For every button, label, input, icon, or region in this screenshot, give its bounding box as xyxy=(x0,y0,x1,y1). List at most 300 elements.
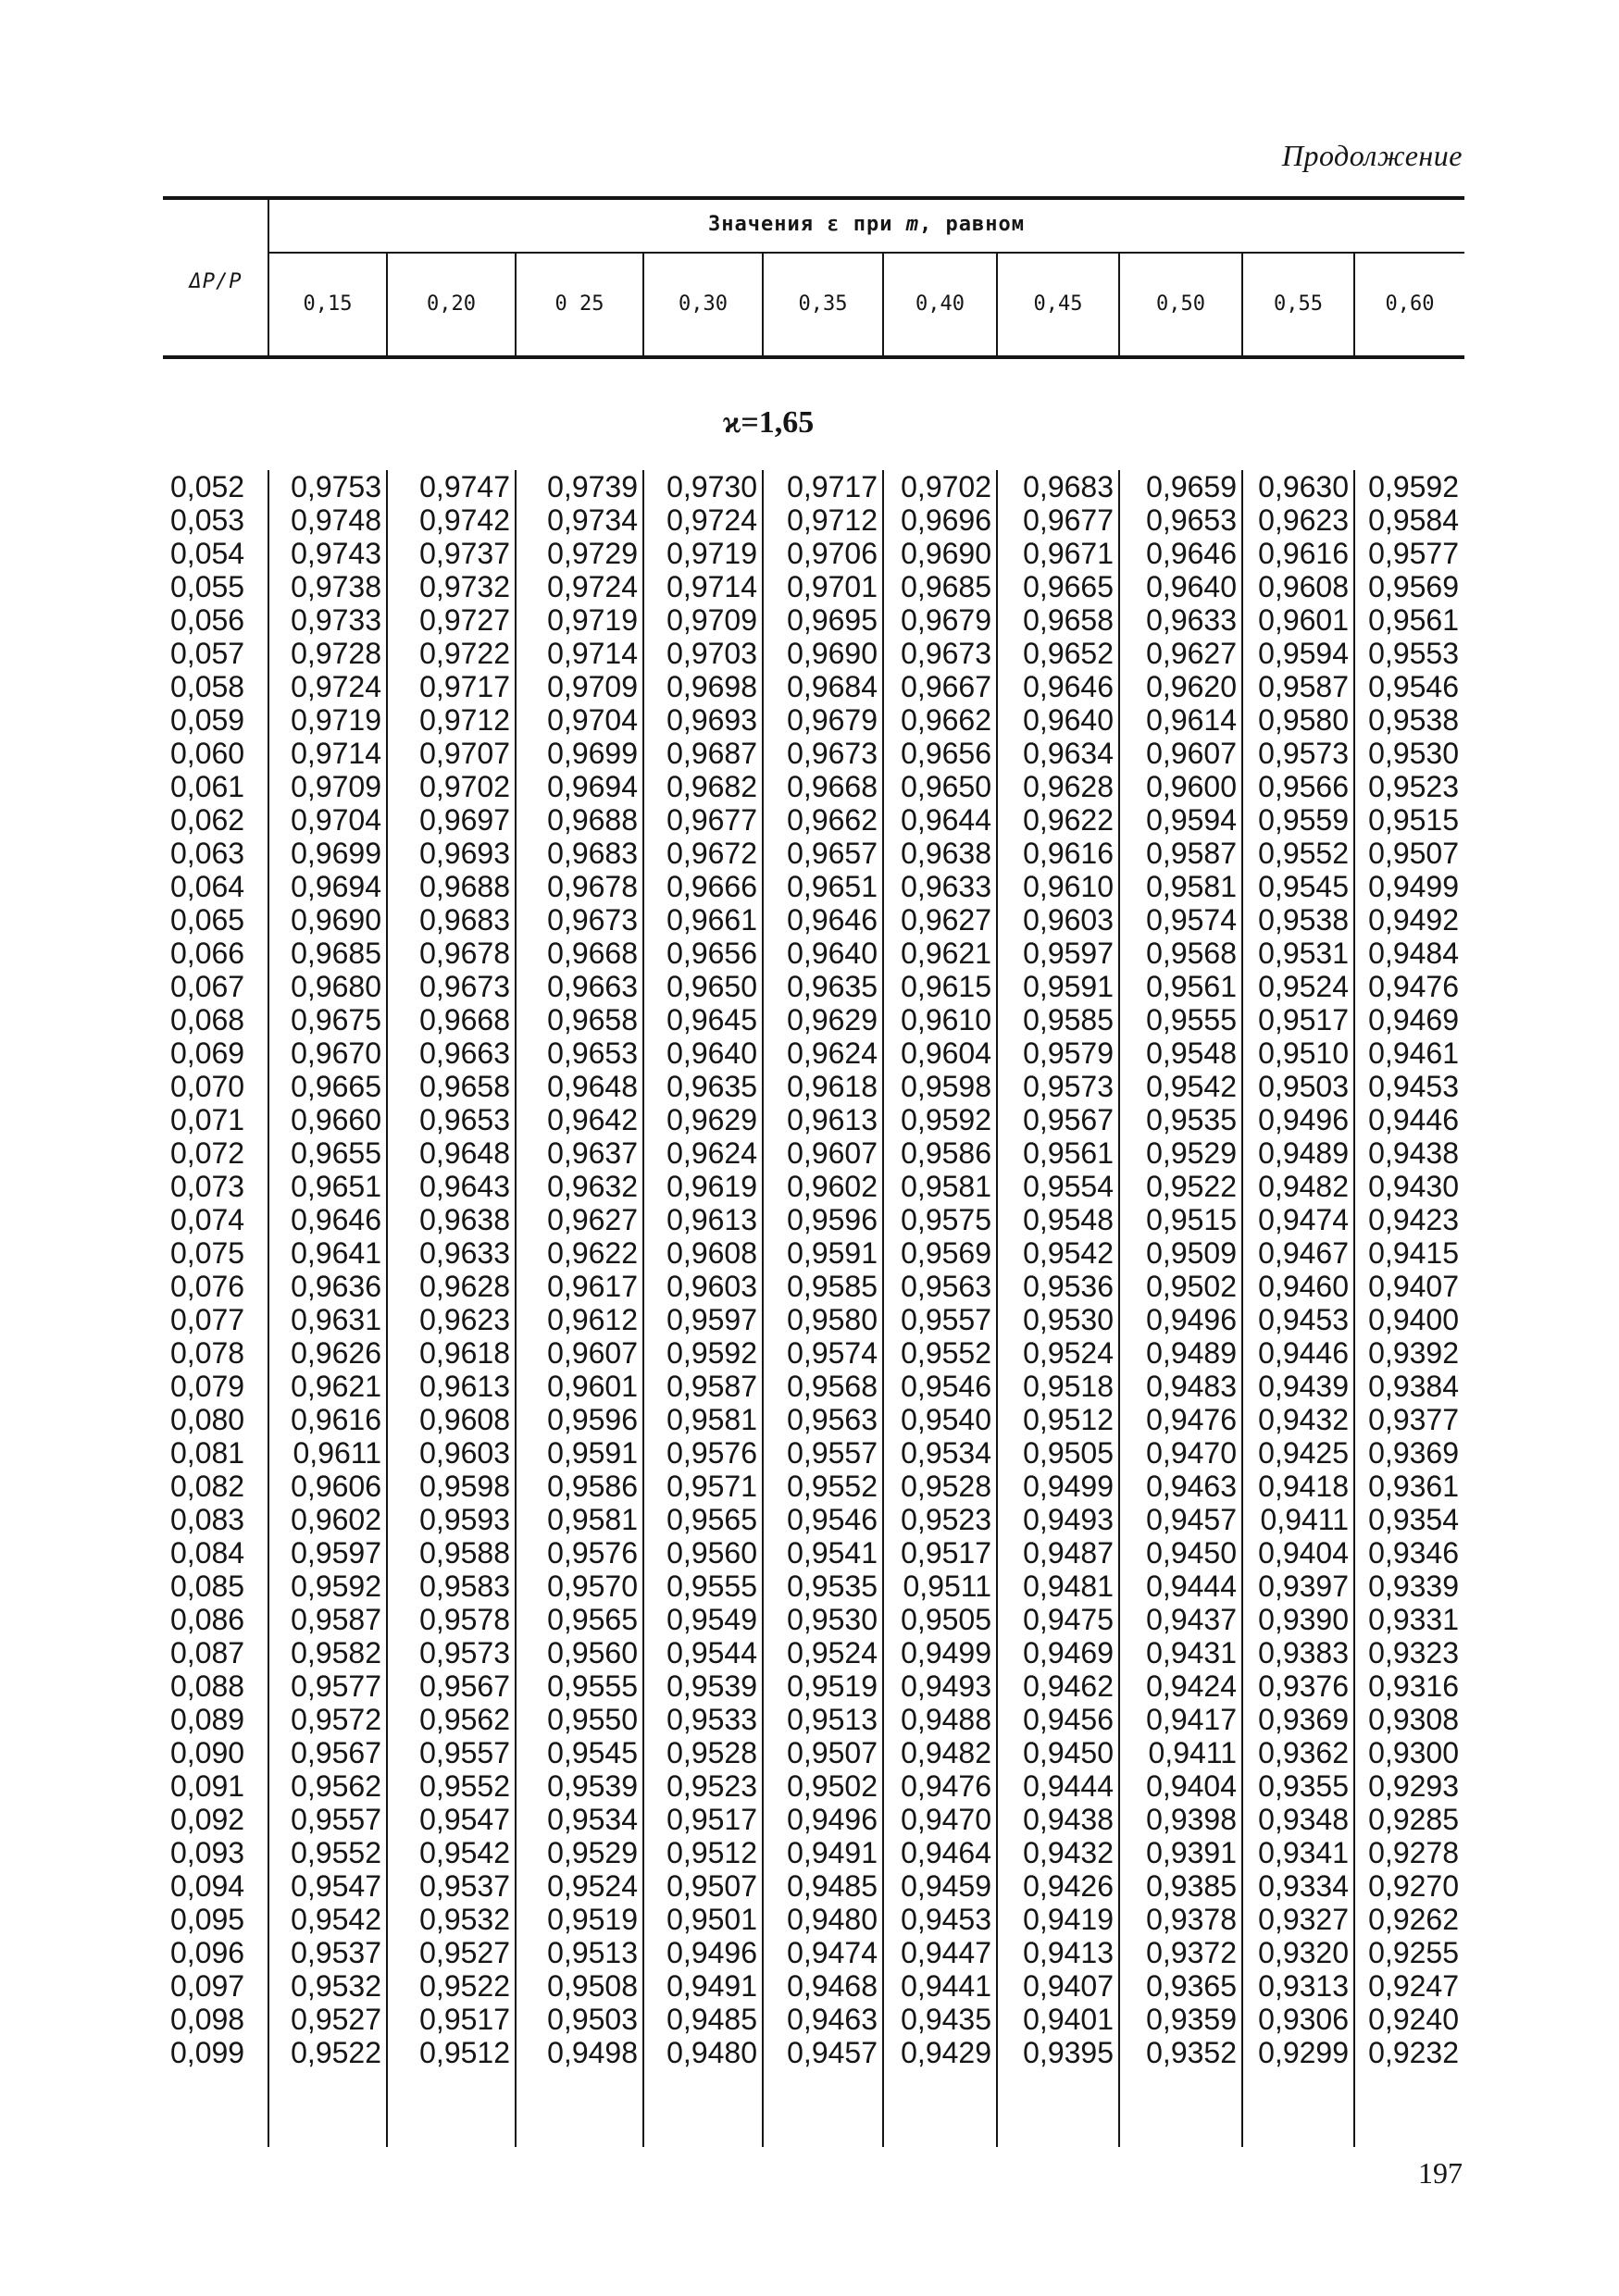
epsilon-value-cell: 0,9581 xyxy=(901,1170,991,1203)
table-row xyxy=(163,1903,1464,1936)
table-row xyxy=(163,837,1464,870)
epsilon-value-cell: 0,9613 xyxy=(787,1103,878,1136)
epsilon-value-cell: 0,9247 xyxy=(1368,1969,1459,2003)
epsilon-value-cell: 0,9463 xyxy=(787,2003,878,2036)
epsilon-value-cell: 0,9392 xyxy=(1368,1336,1459,1370)
epsilon-value-cell: 0,9470 xyxy=(1146,1436,1237,1470)
epsilon-value-cell: 0,9561 xyxy=(1368,603,1459,637)
epsilon-value-cell: 0,9571 xyxy=(666,1470,757,1503)
epsilon-value-cell: 0,9601 xyxy=(547,1370,638,1403)
epsilon-value-cell: 0,9563 xyxy=(787,1403,878,1436)
epsilon-value-cell: 0,9487 xyxy=(1023,1536,1114,1570)
epsilon-value-cell: 0,9469 xyxy=(1023,1636,1114,1669)
epsilon-value-cell: 0,9596 xyxy=(547,1403,638,1436)
epsilon-value-cell: 0,9573 xyxy=(1023,1070,1114,1103)
epsilon-value-cell: 0,9429 xyxy=(901,2036,991,2069)
epsilon-value-cell: 0,9300 xyxy=(1368,1736,1459,1769)
epsilon-value-cell: 0,9547 xyxy=(291,1869,381,1903)
dp-value-cell: 0,086 xyxy=(170,1603,245,1636)
epsilon-value-cell: 0,9709 xyxy=(547,670,638,703)
epsilon-value-cell: 0,9476 xyxy=(1146,1403,1237,1436)
epsilon-value-cell: 0,9554 xyxy=(1023,1170,1114,1203)
epsilon-value-cell: 0,9308 xyxy=(1368,1703,1459,1736)
epsilon-value-cell: 0,9550 xyxy=(547,1703,638,1736)
epsilon-value-cell: 0,9593 xyxy=(419,1503,510,1536)
epsilon-value-cell: 0,9665 xyxy=(1023,570,1114,603)
epsilon-value-cell: 0,9413 xyxy=(1023,1936,1114,1969)
epsilon-value-cell: 0,9592 xyxy=(1368,470,1459,503)
epsilon-value-cell: 0,9685 xyxy=(291,937,381,970)
continuation-label: Продолжение xyxy=(1281,139,1463,172)
epsilon-value-cell: 0,9453 xyxy=(901,1903,991,1936)
epsilon-value-cell: 0,9498 xyxy=(547,2036,638,2069)
epsilon-value-cell: 0,9270 xyxy=(1368,1869,1459,1903)
epsilon-value-cell: 0,9624 xyxy=(787,1036,878,1070)
epsilon-value-cell: 0,9515 xyxy=(1146,1203,1237,1236)
epsilon-value-cell: 0,9617 xyxy=(547,1270,638,1303)
epsilon-value-cell: 0,9640 xyxy=(1146,570,1237,603)
epsilon-value-cell: 0,9630 xyxy=(1258,470,1349,503)
epsilon-value-cell: 0,9604 xyxy=(901,1036,991,1070)
column-divider xyxy=(762,470,764,2147)
epsilon-value-cell: 0,9588 xyxy=(419,1536,510,1570)
epsilon-value-cell: 0,9232 xyxy=(1368,2036,1459,2069)
epsilon-value-cell: 0,9555 xyxy=(547,1669,638,1703)
epsilon-value-cell: 0,9675 xyxy=(291,1003,381,1036)
epsilon-value-cell: 0,9518 xyxy=(1023,1370,1114,1403)
epsilon-value-cell: 0,9519 xyxy=(787,1669,878,1703)
epsilon-value-cell: 0,9530 xyxy=(1023,1303,1114,1336)
epsilon-value-cell: 0,9636 xyxy=(291,1270,381,1303)
table-row xyxy=(163,1969,1464,2003)
epsilon-value-cell: 0,9640 xyxy=(787,937,878,970)
m-column-header: 0,15 xyxy=(303,292,353,316)
epsilon-value-cell: 0,9530 xyxy=(1368,737,1459,770)
epsilon-value-cell: 0,9637 xyxy=(547,1136,638,1170)
epsilon-value-cell: 0,9459 xyxy=(901,1869,991,1903)
dp-value-cell: 0,080 xyxy=(170,1403,245,1436)
epsilon-value-cell: 0,9398 xyxy=(1146,1803,1237,1836)
table-row xyxy=(163,1036,1464,1070)
epsilon-value-cell: 0,9533 xyxy=(666,1703,757,1736)
epsilon-value-cell: 0,9444 xyxy=(1023,1769,1114,1803)
epsilon-value-cell: 0,9608 xyxy=(419,1403,510,1436)
epsilon-value-cell: 0,9576 xyxy=(666,1436,757,1470)
epsilon-value-cell: 0,9532 xyxy=(419,1903,510,1936)
epsilon-value-cell: 0,9627 xyxy=(901,903,991,937)
epsilon-value-cell: 0,9460 xyxy=(1258,1270,1349,1303)
title-prefix: Значения ε при xyxy=(708,213,906,236)
epsilon-value-cell: 0,9690 xyxy=(901,537,991,570)
epsilon-value-cell: 0,9581 xyxy=(666,1403,757,1436)
epsilon-value-cell: 0,9474 xyxy=(1258,1203,1349,1236)
epsilon-value-cell: 0,9444 xyxy=(1146,1570,1237,1603)
epsilon-value-cell: 0,9468 xyxy=(787,1969,878,2003)
epsilon-value-cell: 0,9346 xyxy=(1368,1536,1459,1570)
epsilon-value-cell: 0,9673 xyxy=(787,737,878,770)
dp-value-cell: 0,094 xyxy=(170,1869,245,1903)
table-row xyxy=(163,603,1464,637)
epsilon-value-cell: 0,9426 xyxy=(1023,1869,1114,1903)
epsilon-value-cell: 0,9417 xyxy=(1146,1703,1237,1736)
epsilon-value-cell: 0,9633 xyxy=(419,1236,510,1270)
epsilon-value-cell: 0,9597 xyxy=(291,1536,381,1570)
epsilon-value-cell: 0,9591 xyxy=(547,1436,638,1470)
epsilon-value-cell: 0,9642 xyxy=(547,1103,638,1136)
epsilon-value-cell: 0,9377 xyxy=(1368,1403,1459,1436)
epsilon-value-cell: 0,9707 xyxy=(419,737,510,770)
dp-value-cell: 0,064 xyxy=(170,870,245,903)
epsilon-value-cell: 0,9719 xyxy=(291,703,381,737)
epsilon-value-cell: 0,9598 xyxy=(901,1070,991,1103)
epsilon-value-cell: 0,9431 xyxy=(1146,1636,1237,1669)
epsilon-value-cell: 0,9419 xyxy=(1023,1903,1114,1936)
epsilon-value-cell: 0,9628 xyxy=(419,1270,510,1303)
column-divider xyxy=(1118,470,1120,2147)
table-row xyxy=(163,537,1464,570)
epsilon-value-cell: 0,9496 xyxy=(787,1803,878,1836)
dp-value-cell: 0,090 xyxy=(170,1736,245,1769)
epsilon-value-cell: 0,9555 xyxy=(666,1570,757,1603)
table-row xyxy=(163,1836,1464,1869)
table-row xyxy=(163,1403,1464,1436)
epsilon-value-cell: 0,9484 xyxy=(1368,937,1459,970)
epsilon-value-cell: 0,9548 xyxy=(1146,1036,1237,1070)
epsilon-value-cell: 0,9262 xyxy=(1368,1903,1459,1936)
epsilon-value-cell: 0,9524 xyxy=(1258,970,1349,1003)
epsilon-value-cell: 0,9435 xyxy=(901,2003,991,2036)
epsilon-value-cell: 0,9418 xyxy=(1258,1470,1349,1503)
epsilon-value-cell: 0,9621 xyxy=(291,1370,381,1403)
epsilon-value-cell: 0,9511 xyxy=(903,1570,991,1603)
epsilon-value-cell: 0,9587 xyxy=(1146,837,1237,870)
epsilon-value-cell: 0,9547 xyxy=(419,1803,510,1836)
column-divider xyxy=(1353,470,1355,2147)
epsilon-value-cell: 0,9663 xyxy=(419,1036,510,1070)
column-divider xyxy=(515,470,517,2147)
table-row xyxy=(163,1370,1464,1403)
epsilon-value-cell: 0,9724 xyxy=(666,503,757,537)
epsilon-value-cell: 0,9682 xyxy=(666,770,757,803)
epsilon-value-cell: 0,9557 xyxy=(787,1436,878,1470)
epsilon-value-cell: 0,9348 xyxy=(1258,1803,1349,1836)
epsilon-value-cell: 0,9411 xyxy=(1260,1503,1349,1536)
table-title xyxy=(268,213,1464,236)
epsilon-value-cell: 0,9552 xyxy=(291,1836,381,1869)
epsilon-value-cell: 0,9567 xyxy=(291,1736,381,1769)
epsilon-value-cell: 0,9717 xyxy=(787,470,878,503)
epsilon-value-cell: 0,9583 xyxy=(419,1570,510,1603)
epsilon-value-cell: 0,9563 xyxy=(901,1270,991,1303)
data-table xyxy=(163,470,1464,2069)
epsilon-value-cell: 0,9549 xyxy=(666,1603,757,1636)
table-row xyxy=(163,1669,1464,1703)
epsilon-value-cell: 0,9586 xyxy=(901,1136,991,1170)
epsilon-value-cell: 0,9485 xyxy=(787,1869,878,1903)
m-column-header: 0 25 xyxy=(554,292,604,316)
epsilon-value-cell: 0,9673 xyxy=(901,637,991,670)
epsilon-value-cell: 0,9587 xyxy=(1258,670,1349,703)
epsilon-value-cell: 0,9703 xyxy=(666,637,757,670)
table-row xyxy=(163,1803,1464,1836)
epsilon-value-cell: 0,9724 xyxy=(547,570,638,603)
dp-value-cell: 0,085 xyxy=(170,1570,245,1603)
epsilon-value-cell: 0,9489 xyxy=(1258,1136,1349,1170)
epsilon-value-cell: 0,9606 xyxy=(291,1470,381,1503)
epsilon-value-cell: 0,9489 xyxy=(1146,1336,1237,1370)
epsilon-value-cell: 0,9557 xyxy=(901,1303,991,1336)
epsilon-value-cell: 0,9524 xyxy=(1023,1336,1114,1370)
epsilon-value-cell: 0,9404 xyxy=(1258,1536,1349,1570)
epsilon-value-cell: 0,9601 xyxy=(1258,603,1349,637)
epsilon-value-cell: 0,9709 xyxy=(291,770,381,803)
dp-value-cell: 0,057 xyxy=(170,637,245,670)
column-divider xyxy=(882,470,884,2147)
table-row xyxy=(163,1436,1464,1470)
epsilon-value-cell: 0,9515 xyxy=(1368,803,1459,837)
epsilon-value-cell: 0,9552 xyxy=(1258,837,1349,870)
epsilon-value-cell: 0,9513 xyxy=(787,1703,878,1736)
epsilon-value-cell: 0,9541 xyxy=(787,1536,878,1570)
epsilon-value-cell: 0,9534 xyxy=(901,1436,991,1470)
m-column-header: 0,30 xyxy=(679,292,728,316)
epsilon-value-cell: 0,9509 xyxy=(1146,1236,1237,1270)
epsilon-value-cell: 0,9510 xyxy=(1258,1036,1349,1070)
epsilon-value-cell: 0,9530 xyxy=(787,1603,878,1636)
dp-value-cell: 0,084 xyxy=(170,1536,245,1570)
epsilon-value-cell: 0,9293 xyxy=(1368,1769,1459,1803)
epsilon-value-cell: 0,9623 xyxy=(419,1303,510,1336)
epsilon-value-cell: 0,9635 xyxy=(666,1070,757,1103)
epsilon-value-cell: 0,9569 xyxy=(1368,570,1459,603)
dp-value-cell: 0,092 xyxy=(170,1803,245,1836)
epsilon-value-cell: 0,9529 xyxy=(1146,1136,1237,1170)
epsilon-value-cell: 0,9688 xyxy=(547,803,638,837)
epsilon-value-cell: 0,9679 xyxy=(787,703,878,737)
epsilon-value-cell: 0,9395 xyxy=(1023,2036,1114,2069)
dp-value-cell: 0,075 xyxy=(170,1236,245,1270)
epsilon-value-cell: 0,9668 xyxy=(419,1003,510,1036)
epsilon-value-cell: 0,9355 xyxy=(1258,1769,1349,1803)
epsilon-value-cell: 0,9240 xyxy=(1368,2003,1459,2036)
epsilon-value-cell: 0,9685 xyxy=(901,570,991,603)
epsilon-value-cell: 0,9552 xyxy=(419,1769,510,1803)
epsilon-value-cell: 0,9719 xyxy=(666,537,757,570)
epsilon-value-cell: 0,9507 xyxy=(666,1869,757,1903)
epsilon-value-cell: 0,9618 xyxy=(787,1070,878,1103)
epsilon-value-cell: 0,9430 xyxy=(1368,1170,1459,1203)
epsilon-value-cell: 0,9585 xyxy=(1023,1003,1114,1036)
epsilon-value-cell: 0,9482 xyxy=(1258,1170,1349,1203)
epsilon-value-cell: 0,9573 xyxy=(1258,737,1349,770)
dp-column-header: ΔP/P xyxy=(189,270,243,293)
dp-value-cell: 0,088 xyxy=(170,1669,245,1703)
epsilon-value-cell: 0,9729 xyxy=(547,537,638,570)
epsilon-value-cell: 0,9524 xyxy=(787,1636,878,1669)
dp-value-cell: 0,062 xyxy=(170,803,245,837)
epsilon-value-cell: 0,9528 xyxy=(901,1470,991,1503)
m-column-header: 0,60 xyxy=(1385,292,1435,316)
epsilon-value-cell: 0,9496 xyxy=(666,1936,757,1969)
epsilon-value-cell: 0,9327 xyxy=(1258,1903,1349,1936)
epsilon-value-cell: 0,9505 xyxy=(1023,1436,1114,1470)
table-row xyxy=(163,1936,1464,1969)
epsilon-value-cell: 0,9539 xyxy=(666,1669,757,1703)
epsilon-value-cell: 0,9587 xyxy=(291,1603,381,1636)
epsilon-value-cell: 0,9620 xyxy=(1146,670,1237,703)
epsilon-value-cell: 0,9597 xyxy=(666,1303,757,1336)
epsilon-value-cell: 0,9580 xyxy=(787,1303,878,1336)
dp-value-cell: 0,054 xyxy=(170,537,245,570)
epsilon-value-cell: 0,9517 xyxy=(1258,1003,1349,1036)
table-row xyxy=(163,1236,1464,1270)
table-row xyxy=(163,937,1464,970)
column-divider xyxy=(386,470,388,2147)
epsilon-value-cell: 0,9482 xyxy=(901,1736,991,1769)
epsilon-value-cell: 0,9602 xyxy=(787,1170,878,1203)
epsilon-value-cell: 0,9648 xyxy=(547,1070,638,1103)
header-middle-rule xyxy=(268,252,1464,254)
epsilon-value-cell: 0,9678 xyxy=(419,937,510,970)
epsilon-value-cell: 0,9614 xyxy=(1146,703,1237,737)
epsilon-value-cell: 0,9575 xyxy=(901,1203,991,1236)
epsilon-value-cell: 0,9438 xyxy=(1368,1136,1459,1170)
epsilon-value-cell: 0,9656 xyxy=(666,937,757,970)
epsilon-value-cell: 0,9613 xyxy=(666,1203,757,1236)
epsilon-value-cell: 0,9437 xyxy=(1146,1603,1237,1636)
epsilon-value-cell: 0,9619 xyxy=(666,1170,757,1203)
epsilon-value-cell: 0,9690 xyxy=(291,903,381,937)
epsilon-value-cell: 0,9450 xyxy=(1023,1736,1114,1769)
epsilon-value-cell: 0,9653 xyxy=(419,1103,510,1136)
epsilon-value-cell: 0,9646 xyxy=(787,903,878,937)
table-row xyxy=(163,1136,1464,1170)
epsilon-value-cell: 0,9680 xyxy=(291,970,381,1003)
epsilon-value-cell: 0,9658 xyxy=(547,1003,638,1036)
dp-value-cell: 0,071 xyxy=(170,1103,245,1136)
epsilon-value-cell: 0,9566 xyxy=(1258,770,1349,803)
epsilon-value-cell: 0,9527 xyxy=(419,1936,510,1969)
table-row xyxy=(163,1103,1464,1136)
dp-value-cell: 0,091 xyxy=(170,1769,245,1803)
epsilon-value-cell: 0,9728 xyxy=(291,637,381,670)
epsilon-value-cell: 0,9582 xyxy=(291,1636,381,1669)
epsilon-value-cell: 0,9535 xyxy=(787,1570,878,1603)
m-column-header: 0,55 xyxy=(1274,292,1323,316)
epsilon-value-cell: 0,9646 xyxy=(291,1203,381,1236)
epsilon-value-cell: 0,9677 xyxy=(1023,503,1114,537)
dp-value-cell: 0,083 xyxy=(170,1503,245,1536)
epsilon-value-cell: 0,9488 xyxy=(901,1703,991,1736)
epsilon-value-cell: 0,9535 xyxy=(1146,1103,1237,1136)
epsilon-value-cell: 0,9704 xyxy=(291,803,381,837)
dp-value-cell: 0,079 xyxy=(170,1370,245,1403)
epsilon-value-cell: 0,9667 xyxy=(901,670,991,703)
column-divider xyxy=(642,470,644,2147)
epsilon-value-cell: 0,9695 xyxy=(787,603,878,637)
epsilon-value-cell: 0,9574 xyxy=(787,1336,878,1370)
epsilon-value-cell: 0,9474 xyxy=(787,1936,878,1969)
epsilon-value-cell: 0,9528 xyxy=(666,1736,757,1769)
epsilon-value-cell: 0,9446 xyxy=(1368,1103,1459,1136)
epsilon-value-cell: 0,9469 xyxy=(1368,1003,1459,1036)
epsilon-value-cell: 0,9372 xyxy=(1146,1936,1237,1969)
epsilon-value-cell: 0,9730 xyxy=(666,470,757,503)
epsilon-value-cell: 0,9299 xyxy=(1258,2036,1349,2069)
epsilon-value-cell: 0,9483 xyxy=(1146,1370,1237,1403)
epsilon-value-cell: 0,9665 xyxy=(291,1070,381,1103)
table-row xyxy=(163,770,1464,803)
epsilon-value-cell: 0,9646 xyxy=(1146,537,1237,570)
epsilon-value-cell: 0,9505 xyxy=(901,1603,991,1636)
epsilon-value-cell: 0,9502 xyxy=(787,1769,878,1803)
epsilon-value-cell: 0,9517 xyxy=(419,2003,510,2036)
table-row xyxy=(163,1703,1464,1736)
epsilon-value-cell: 0,9653 xyxy=(1146,503,1237,537)
table-row xyxy=(163,637,1464,670)
dp-value-cell: 0,070 xyxy=(170,1070,245,1103)
epsilon-value-cell: 0,9461 xyxy=(1368,1036,1459,1070)
header-divider xyxy=(268,196,269,359)
epsilon-value-cell: 0,9739 xyxy=(547,470,638,503)
epsilon-value-cell: 0,9378 xyxy=(1146,1903,1237,1936)
epsilon-value-cell: 0,9523 xyxy=(901,1503,991,1536)
epsilon-value-cell: 0,9441 xyxy=(901,1969,991,2003)
epsilon-value-cell: 0,9424 xyxy=(1146,1669,1237,1703)
epsilon-value-cell: 0,9615 xyxy=(901,970,991,1003)
epsilon-value-cell: 0,9594 xyxy=(1258,637,1349,670)
epsilon-value-cell: 0,9496 xyxy=(1146,1303,1237,1336)
dp-value-cell: 0,059 xyxy=(170,703,245,737)
table-body xyxy=(163,470,1464,2069)
dp-value-cell: 0,074 xyxy=(170,1203,245,1236)
epsilon-value-cell: 0,9316 xyxy=(1368,1669,1459,1703)
epsilon-value-cell: 0,9390 xyxy=(1258,1603,1349,1636)
epsilon-value-cell: 0,9727 xyxy=(419,603,510,637)
epsilon-value-cell: 0,9313 xyxy=(1258,1969,1349,2003)
epsilon-value-cell: 0,9610 xyxy=(1023,870,1114,903)
epsilon-value-cell: 0,9561 xyxy=(1146,970,1237,1003)
table-row xyxy=(163,1270,1464,1303)
dp-value-cell: 0,095 xyxy=(170,1903,245,1936)
epsilon-value-cell: 0,9581 xyxy=(547,1503,638,1536)
epsilon-value-cell: 0,9623 xyxy=(1258,503,1349,537)
epsilon-value-cell: 0,9641 xyxy=(291,1236,381,1270)
epsilon-value-cell: 0,9567 xyxy=(419,1669,510,1703)
epsilon-value-cell: 0,9650 xyxy=(666,970,757,1003)
epsilon-value-cell: 0,9450 xyxy=(1146,1536,1237,1570)
epsilon-value-cell: 0,9616 xyxy=(1023,837,1114,870)
epsilon-value-cell: 0,9658 xyxy=(1023,603,1114,637)
epsilon-value-cell: 0,9557 xyxy=(291,1803,381,1836)
epsilon-value-cell: 0,9331 xyxy=(1368,1603,1459,1636)
epsilon-value-cell: 0,9491 xyxy=(666,1969,757,2003)
epsilon-value-cell: 0,9702 xyxy=(419,770,510,803)
epsilon-value-cell: 0,9553 xyxy=(1368,637,1459,670)
epsilon-value-cell: 0,9699 xyxy=(291,837,381,870)
table-row xyxy=(163,2003,1464,2036)
header-bottom-rule xyxy=(163,355,1464,359)
epsilon-value-cell: 0,9507 xyxy=(787,1736,878,1769)
dp-value-cell: 0,081 xyxy=(170,1436,245,1470)
epsilon-value-cell: 0,9397 xyxy=(1258,1570,1349,1603)
epsilon-value-cell: 0,9581 xyxy=(1146,870,1237,903)
dp-value-cell: 0,055 xyxy=(170,570,245,603)
epsilon-value-cell: 0,9662 xyxy=(901,703,991,737)
epsilon-value-cell: 0,9512 xyxy=(1023,1403,1114,1436)
epsilon-value-cell: 0,9633 xyxy=(901,870,991,903)
epsilon-value-cell: 0,9684 xyxy=(787,670,878,703)
